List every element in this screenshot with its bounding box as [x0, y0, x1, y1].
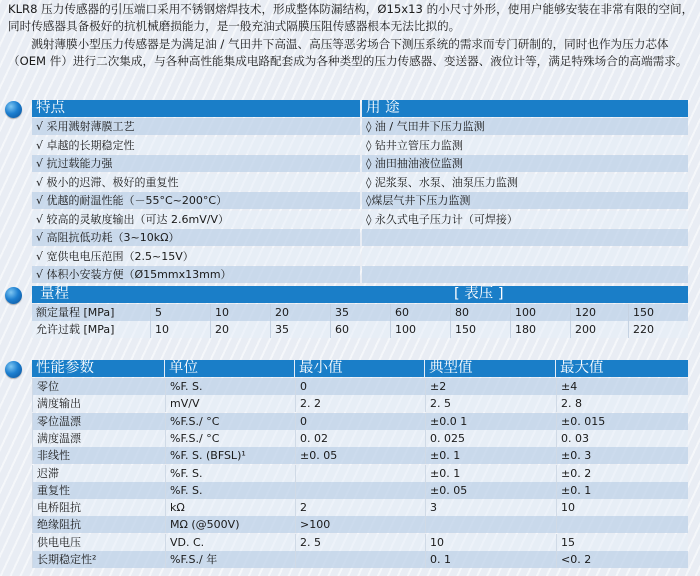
range-value: 100 [390, 321, 450, 338]
param-typical [425, 516, 556, 533]
application-item: ◊ 油 / 气田井下压力监测 [362, 118, 688, 135]
param-unit: %F. S. [165, 465, 295, 482]
param-max: ±4 [556, 378, 688, 395]
application-item [362, 229, 688, 246]
param-unit: %F.S./ 年 [165, 551, 295, 568]
feature-item: √ 体积小安装方便（Ø15mmx13mm） [32, 266, 360, 283]
range-value: 200 [570, 321, 628, 338]
applications-header: 用 途 [362, 100, 688, 117]
range-value: 10 [150, 321, 210, 338]
param-name: 电桥阻抗 [32, 499, 165, 516]
range-value: 60 [390, 304, 450, 321]
performance-row [32, 551, 688, 568]
param-name: 绝缘阻抗 [32, 516, 165, 533]
param-unit: %F. S. [165, 482, 295, 499]
features-header: 特点 [32, 100, 360, 117]
range-value: 35 [330, 304, 390, 321]
performance-row [32, 534, 688, 551]
application-item: ◊ 油田抽油液位监测 [362, 155, 688, 172]
intro-paragraph-1: KLR8 压力传感器的引压端口采用不锈钢熔焊技术，形成整体防漏结构，Ø15x13 的小尺寸外形，使用户能够安装在非常有限的空间，同时传感器具备极好的抗机械磨损能力，是一般充油式隔膜压阻传感器根本无法比拟的。 [8, 2, 694, 33]
header-min: 最小值 [299, 360, 343, 376]
performance-row [32, 516, 688, 533]
application-item: ◊煤层气井下压力监测 [362, 192, 688, 209]
feature-item: √ 极小的迟滞、极好的重复性 [32, 174, 360, 191]
param-name: 零位 [32, 378, 165, 395]
param-typical: ±0. 05 [425, 482, 556, 499]
range-value: 60 [330, 321, 390, 338]
param-unit: kΩ [165, 499, 295, 516]
header-parameter: 性能参数 [36, 360, 94, 376]
param-max: ±0. 3 [556, 447, 688, 464]
header-max: 最大值 [560, 360, 604, 376]
param-name: 满度温漂 [32, 430, 165, 447]
performance-row [32, 395, 688, 412]
performance-header [32, 360, 688, 377]
range-value: 35 [270, 321, 330, 338]
param-max: 15 [556, 534, 688, 551]
features-section [0, 100, 700, 285]
param-typical: ±2 [425, 378, 556, 395]
performance-row [32, 447, 688, 464]
performance-row [32, 482, 688, 499]
range-value: 100 [510, 304, 570, 321]
param-typical: 0. 025 [425, 430, 556, 447]
header-unit: 单位 [169, 360, 198, 376]
feature-item: √ 宽供电电压范围（2.5~15V） [32, 248, 360, 265]
param-typical: 2. 5 [425, 395, 556, 412]
param-name: 满度输出 [32, 395, 165, 412]
intro-text [8, 1, 694, 69]
range-header-gauge: [ 表压 ] [454, 286, 504, 302]
range-value: 220 [628, 321, 688, 338]
param-max: ±0. 1 [556, 482, 688, 499]
param-min [295, 482, 425, 499]
feature-item: √ 采用溅射薄膜工艺 [32, 118, 360, 135]
range-value: 80 [450, 304, 510, 321]
range-value: 150 [628, 304, 688, 321]
param-unit: %F. S. [165, 378, 295, 395]
range-value: 5 [150, 304, 210, 321]
param-name: 供电电压 [32, 534, 165, 551]
param-min: >100 [295, 516, 425, 533]
param-max: ±0. 015 [556, 413, 688, 430]
performance-row [32, 499, 688, 516]
range-value: 180 [510, 321, 570, 338]
header-divider [555, 360, 556, 377]
param-max: 2. 8 [556, 395, 688, 412]
param-min: 0 [295, 378, 425, 395]
param-unit: %F.S./ °C [165, 430, 295, 447]
param-typical: 3 [425, 499, 556, 516]
param-unit: %F. S. (BFSL)¹ [165, 447, 295, 464]
header-divider [164, 360, 165, 377]
param-max [556, 516, 688, 533]
range-row-label: 允许过载 [MPa] [36, 323, 115, 336]
application-item: ◊ 永久式电子压力计（可焊接） [362, 211, 688, 228]
section-bullet-icon [5, 101, 22, 118]
performance-section [0, 360, 700, 576]
param-max: 10 [556, 499, 688, 516]
param-typical: ±0. 1 [425, 465, 556, 482]
range-section [0, 286, 700, 338]
param-name: 重复性 [32, 482, 165, 499]
param-name: 零位温漂 [32, 413, 165, 430]
range-row [32, 304, 688, 321]
param-unit: MΩ (@500V) [165, 516, 295, 533]
application-item [362, 248, 688, 265]
param-min: 2. 5 [295, 534, 425, 551]
header-divider [424, 360, 425, 377]
performance-row [32, 465, 688, 482]
param-min: 2 [295, 499, 425, 516]
param-typical: ±0.0 1 [425, 413, 556, 430]
param-unit: %F.S./ °C [165, 413, 295, 430]
param-min: ±0. 05 [295, 447, 425, 464]
param-min: 0 [295, 413, 425, 430]
range-value: 10 [210, 304, 270, 321]
feature-item: √ 抗过载能力强 [32, 155, 360, 172]
intro-paragraph-2: 溅射薄膜小型压力传感器是为满足油 / 气田井下高温、高压等恶劣场合下测压系统的需求而专门研制的，同时也作为压力芯体（OEM 件）进行二次集成，与各种高性能集成电路配套成为各种类型的压力传感器、变送器、液位计等，满足特殊场合的高端需求。 [8, 37, 688, 68]
param-min [295, 465, 425, 482]
feature-item: √ 高阻抗低功耗（3~10kΩ） [32, 229, 360, 246]
feature-item: √ 较高的灵敏度输出（可达 2.6mV/V） [32, 211, 360, 228]
performance-row [32, 430, 688, 447]
range-row-label: 额定量程 [MPa] [36, 306, 115, 319]
performance-row [32, 413, 688, 430]
header-divider [294, 360, 295, 377]
application-item: ◊ 钻井立管压力监测 [362, 137, 688, 154]
feature-item: √ 优越的耐温性能（－55°C~200°C） [32, 192, 360, 209]
application-item: ◊ 泥浆泵、水泵、油泵压力监测 [362, 174, 688, 191]
param-min: 0. 02 [295, 430, 425, 447]
param-max: 0. 03 [556, 430, 688, 447]
param-min: 2. 2 [295, 395, 425, 412]
range-value: 20 [210, 321, 270, 338]
param-max: ±0. 2 [556, 465, 688, 482]
section-bullet-icon [5, 287, 22, 304]
param-typical: 0. 1 [425, 551, 556, 568]
param-unit: mV/V [165, 395, 295, 412]
range-value: 120 [570, 304, 628, 321]
param-unit: VD. C. [165, 534, 295, 551]
range-header [32, 286, 688, 303]
param-name: 非线性 [32, 447, 165, 464]
range-header-title: 量程 [40, 286, 69, 302]
param-typical: 10 [425, 534, 556, 551]
feature-item: √ 卓越的长期稳定性 [32, 137, 360, 154]
range-row [32, 321, 688, 338]
param-max: <0. 2 [556, 551, 688, 568]
application-item [362, 266, 688, 283]
param-name: 长期稳定性² [32, 551, 165, 568]
param-name: 迟滞 [32, 465, 165, 482]
range-value: 20 [270, 304, 330, 321]
section-bullet-icon [5, 361, 22, 378]
range-value: 150 [450, 321, 510, 338]
performance-row [32, 378, 688, 395]
param-typical: ±0. 1 [425, 447, 556, 464]
param-min [295, 551, 425, 568]
header-typical: 典型值 [429, 360, 473, 376]
